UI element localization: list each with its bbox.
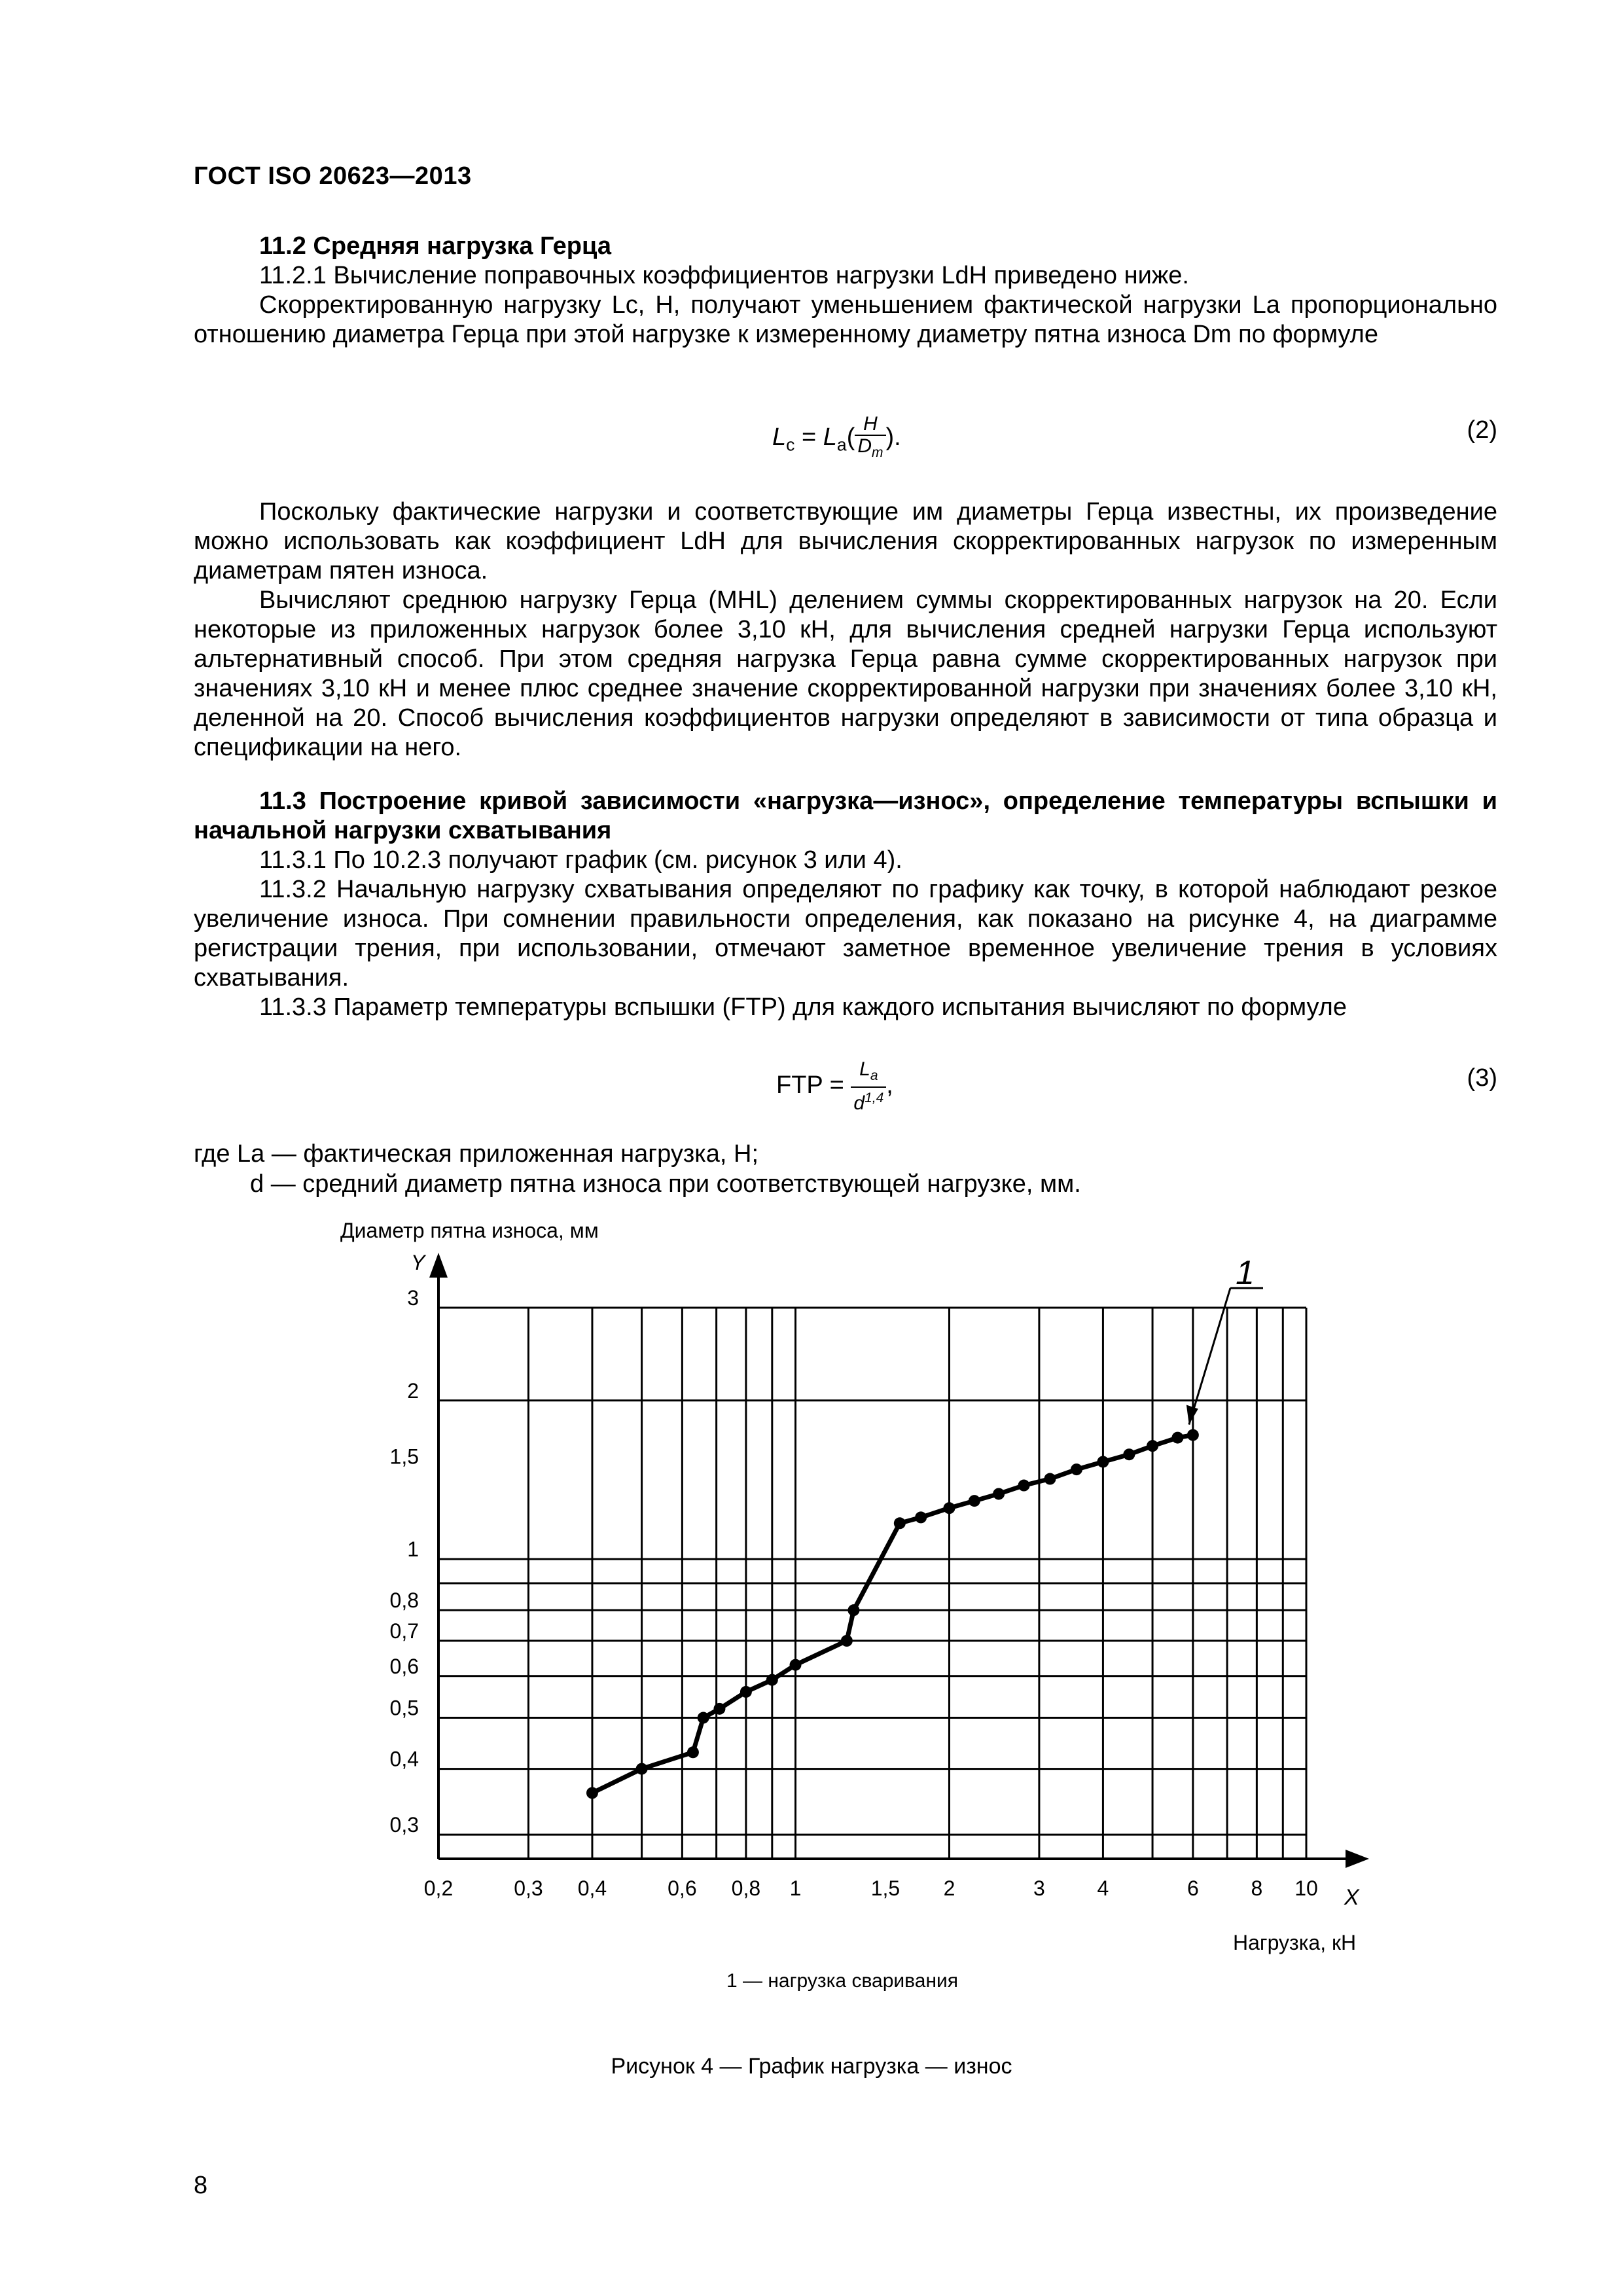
y-tick-label: 0,3	[389, 1813, 419, 1837]
x-axis-arrow	[1346, 1850, 1369, 1868]
data-point	[687, 1746, 699, 1758]
x-tick-label: 0,6	[668, 1876, 697, 1900]
data-point	[894, 1517, 906, 1529]
x-axis-title: Нагрузка, кН	[1233, 1931, 1357, 1954]
y-axis-arrow	[429, 1253, 448, 1278]
y-tick-label: 3	[407, 1286, 419, 1310]
x-tick-label: 1,5	[870, 1876, 901, 1900]
formula-number: (2)	[1467, 416, 1497, 444]
y-axis-title: Диаметр пятна износа, мм	[340, 1219, 599, 1242]
paragraph: 11.3.1 По 10.2.3 получают график (см. рисунок 3 или 4).	[259, 846, 902, 874]
y-tick-label: 0,4	[389, 1747, 419, 1771]
data-point	[1097, 1456, 1109, 1467]
section-heading: 11.2 Средняя нагрузка Герца	[259, 232, 611, 260]
data-point	[847, 1604, 859, 1616]
paragraph: Поскольку фактические нагрузки и соответствующие им диаметры Герца известны, их произведение можно использовать как коэффициент LdН для вычисления скорректированных нагрузок по измеренным диаметрам пятен износа.	[194, 498, 1497, 584]
y-tick-label: 1	[407, 1537, 419, 1562]
data-point	[790, 1659, 802, 1671]
paragraph: 11.2.1 Вычисление поправочных коэффициентов нагрузки LdН приведено ниже.	[259, 262, 1189, 289]
formula-2: $L_c = L_a$( $\frac{H}{D_m}$ ).	[772, 413, 901, 460]
x-tick-label: 0,8	[731, 1876, 761, 1900]
paragraph: 11.3.2 Начальную нагрузку схватывания определяют по графику как точку, в которой наблюдают резкое увеличение износа. При сомнении правильности определения, как показано на рисунке 4, на диаграмме регистрации трения, при использовании, отмечают заметное временное увеличение трения в условиях схватывания.	[194, 876, 1497, 992]
legend-note: 1 — нагрузка сваривания	[726, 1970, 959, 1992]
document-header: ГОСТ ISO 20623—2013	[194, 162, 472, 190]
data-point	[1044, 1473, 1056, 1485]
data-point	[740, 1686, 752, 1698]
y-tick-label: 0,5	[389, 1696, 419, 1720]
data-point	[1187, 1429, 1199, 1441]
data-point	[636, 1763, 648, 1775]
data-point	[993, 1488, 1005, 1499]
x-tick-label: 0,3	[514, 1876, 543, 1900]
data-point	[841, 1635, 853, 1647]
data-point	[915, 1511, 927, 1523]
x-tick-label: 0,2	[423, 1876, 454, 1900]
y-tick-label: 0,8	[389, 1588, 419, 1613]
data-point	[586, 1787, 598, 1799]
data-point	[766, 1674, 778, 1686]
y-tick-label: 0,6	[389, 1654, 419, 1678]
x-tick-label: 6	[1186, 1876, 1199, 1900]
data-point	[1171, 1432, 1183, 1444]
paragraph: 11.3.3 Параметр температуры вспышки (FTP) для каждого испытания вычисляют по формуле	[259, 994, 1347, 1021]
annotation-label: 1	[1236, 1254, 1255, 1292]
data-point	[713, 1703, 725, 1715]
page-number: 8	[194, 2172, 208, 2199]
y-axis-letter: Y	[411, 1251, 425, 1274]
data-point	[1147, 1440, 1158, 1452]
x-tick-label: 0,4	[577, 1876, 607, 1900]
formula-3: FTP = $\frac{L_a}{d^{1,4}}$ ,	[776, 1058, 893, 1114]
data-point	[698, 1712, 709, 1724]
data-point	[969, 1495, 980, 1507]
y-tick-label: 2	[407, 1378, 419, 1403]
data-point	[1123, 1448, 1135, 1460]
formula-number: (3)	[1467, 1064, 1497, 1092]
x-tick-label: 4	[1097, 1876, 1109, 1900]
y-tick-label: 0,7	[389, 1619, 419, 1643]
figure-caption: Рисунок 4 — График нагрузка — износ	[611, 2054, 1012, 2079]
data-point	[1018, 1480, 1030, 1492]
data-point	[943, 1502, 955, 1514]
x-tick-label: 10	[1294, 1876, 1318, 1900]
paragraph: Вычисляют среднюю нагрузку Герца (MHL) делением суммы скорректированных нагрузок на 20. Если некоторые из приложенных нагрузок более 3,10 кН, для вычисления средней нагрузки Герца используют альтернативный способ. При этом средняя нагрузка Герца равна сумме скорректированных нагрузок при значениях 3,10 кН и менее плюс среднее значение скорректированной нагрузки при значениях более 3,10 кН, деленной на 20. Способ вычисления коэффициентов нагрузки определяют в зависимости от типа образца и спецификации на него.	[194, 586, 1497, 761]
x-axis-letter: X	[1344, 1885, 1359, 1910]
x-tick-label: 2	[943, 1876, 955, 1900]
x-tick-label: 3	[1033, 1876, 1045, 1900]
x-tick-label: 8	[1251, 1876, 1263, 1900]
data-point	[1071, 1463, 1082, 1475]
where-line: d — средний диаметр пятна износа при соответствующей нагрузке, мм.	[250, 1170, 1081, 1198]
section-heading: 11.3 Построение кривой зависимости «нагрузка—износ», определение температуры вспышки и начальной нагрузки схватывания	[194, 787, 1497, 844]
x-tick-label: 1	[789, 1876, 802, 1900]
paragraph: Скорректированную нагрузку Lc, Н, получают уменьшением фактической нагрузки La пропорционально отношению диаметра Герца при этой нагрузке к измеренному диаметру пятна износа Dm по формуле	[194, 291, 1497, 348]
y-tick-label: 1,5	[389, 1444, 419, 1469]
where-line: где La — фактическая приложенная нагрузка, Н;	[194, 1140, 758, 1168]
